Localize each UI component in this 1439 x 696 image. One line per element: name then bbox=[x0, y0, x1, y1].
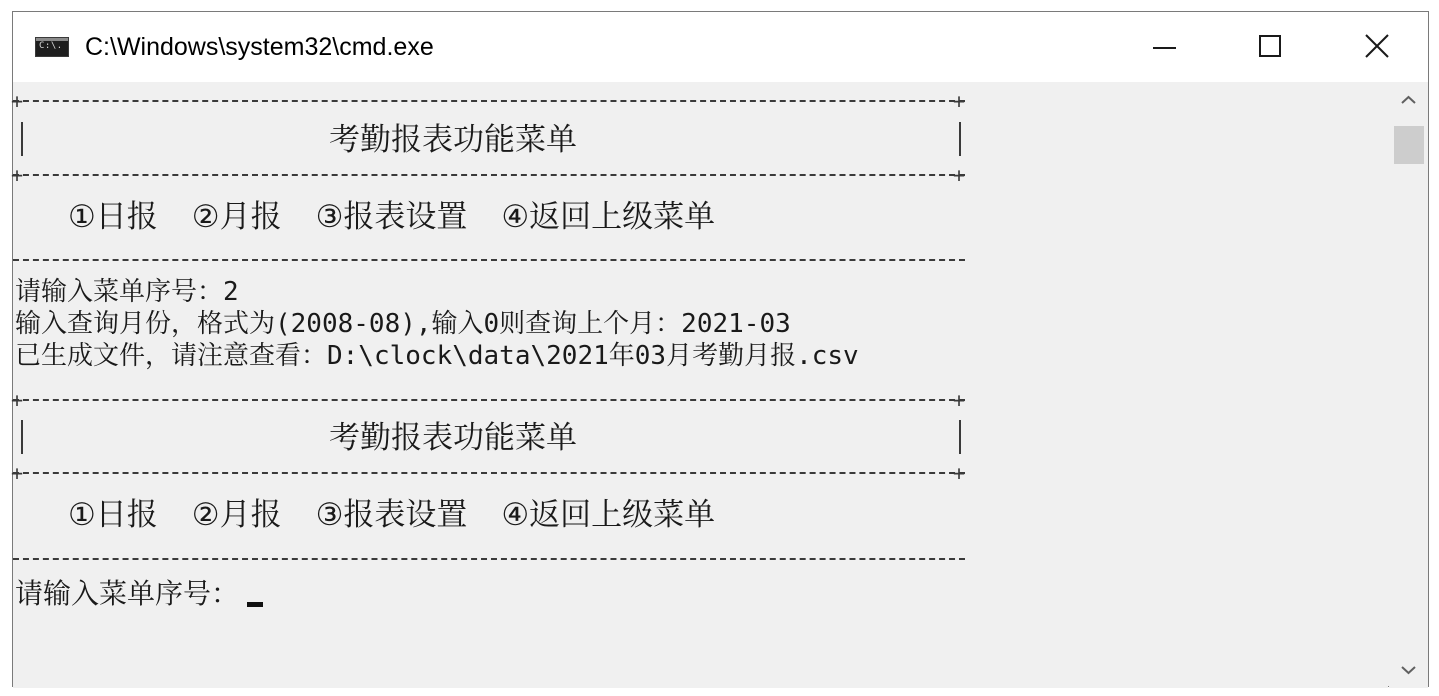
menu1-mid-border: + + bbox=[11, 163, 966, 187]
output-line-3: 已生成文件，请注意查看：D:\clock\data\2021年03月考勤月报.csv bbox=[15, 341, 859, 371]
menu1-options bbox=[68, 197, 749, 237]
chevron-down-icon bbox=[1401, 665, 1416, 675]
cmd-window bbox=[12, 11, 1429, 687]
menu2-top-border: + + bbox=[11, 388, 966, 412]
menu2-left-border bbox=[21, 420, 23, 454]
menu2-option-monthly: ②月报 bbox=[191, 497, 282, 533]
close-icon bbox=[1365, 34, 1389, 58]
menu1-left-border bbox=[21, 122, 23, 156]
menu1-option-back: ④返回上级菜单 bbox=[501, 199, 716, 235]
maximize-icon bbox=[1259, 35, 1281, 57]
menu1-option-settings: ③报表设置 bbox=[315, 199, 468, 235]
menu2-right-border bbox=[959, 420, 961, 454]
window-title: C:\Windows\system32\cmd.exe bbox=[85, 33, 434, 61]
text-cursor bbox=[247, 602, 263, 607]
title-bar[interactable] bbox=[13, 12, 1428, 82]
menu1-top-border: + + bbox=[11, 89, 966, 113]
scroll-thumb[interactable] bbox=[1394, 126, 1424, 164]
menu2-mid-border: + + bbox=[11, 461, 966, 485]
menu1-option-monthly: ②月报 bbox=[191, 199, 282, 235]
scroll-down-button[interactable] bbox=[1389, 652, 1428, 688]
menu1-right-border bbox=[959, 122, 961, 156]
menu1-bottom-border bbox=[13, 259, 965, 261]
output-line-2: 输入查询月份，格式为(2008-08),输入0则查询上个月：2021-03 bbox=[15, 309, 791, 339]
menu2-option-daily: ①日报 bbox=[68, 497, 158, 533]
chevron-up-icon bbox=[1401, 95, 1416, 105]
menu1-title: 考勤报表功能菜单 bbox=[329, 122, 577, 158]
console-output[interactable] bbox=[13, 82, 1388, 688]
maximize-button[interactable] bbox=[1219, 12, 1322, 82]
prompt-text: 请输入菜单序号： bbox=[15, 577, 240, 610]
menu2-options bbox=[68, 495, 749, 535]
input-prompt[interactable] bbox=[15, 576, 263, 612]
menu2-title: 考勤报表功能菜单 bbox=[329, 420, 577, 456]
minimize-icon bbox=[1153, 47, 1176, 49]
output-line-1: 请输入菜单序号：2 bbox=[15, 277, 239, 307]
cmd-icon-glyph: C:\. bbox=[39, 41, 63, 51]
close-button[interactable] bbox=[1325, 12, 1428, 82]
minimize-button[interactable] bbox=[1113, 12, 1216, 82]
menu2-option-settings: ③报表设置 bbox=[315, 497, 468, 533]
menu2-bottom-border bbox=[13, 558, 965, 560]
cmd-app-icon[interactable] bbox=[35, 37, 69, 57]
menu1-option-daily: ①日报 bbox=[68, 199, 158, 235]
vertical-scrollbar[interactable] bbox=[1389, 82, 1428, 688]
scroll-up-button[interactable] bbox=[1389, 82, 1428, 118]
menu2-option-back: ④返回上级菜单 bbox=[501, 497, 716, 533]
